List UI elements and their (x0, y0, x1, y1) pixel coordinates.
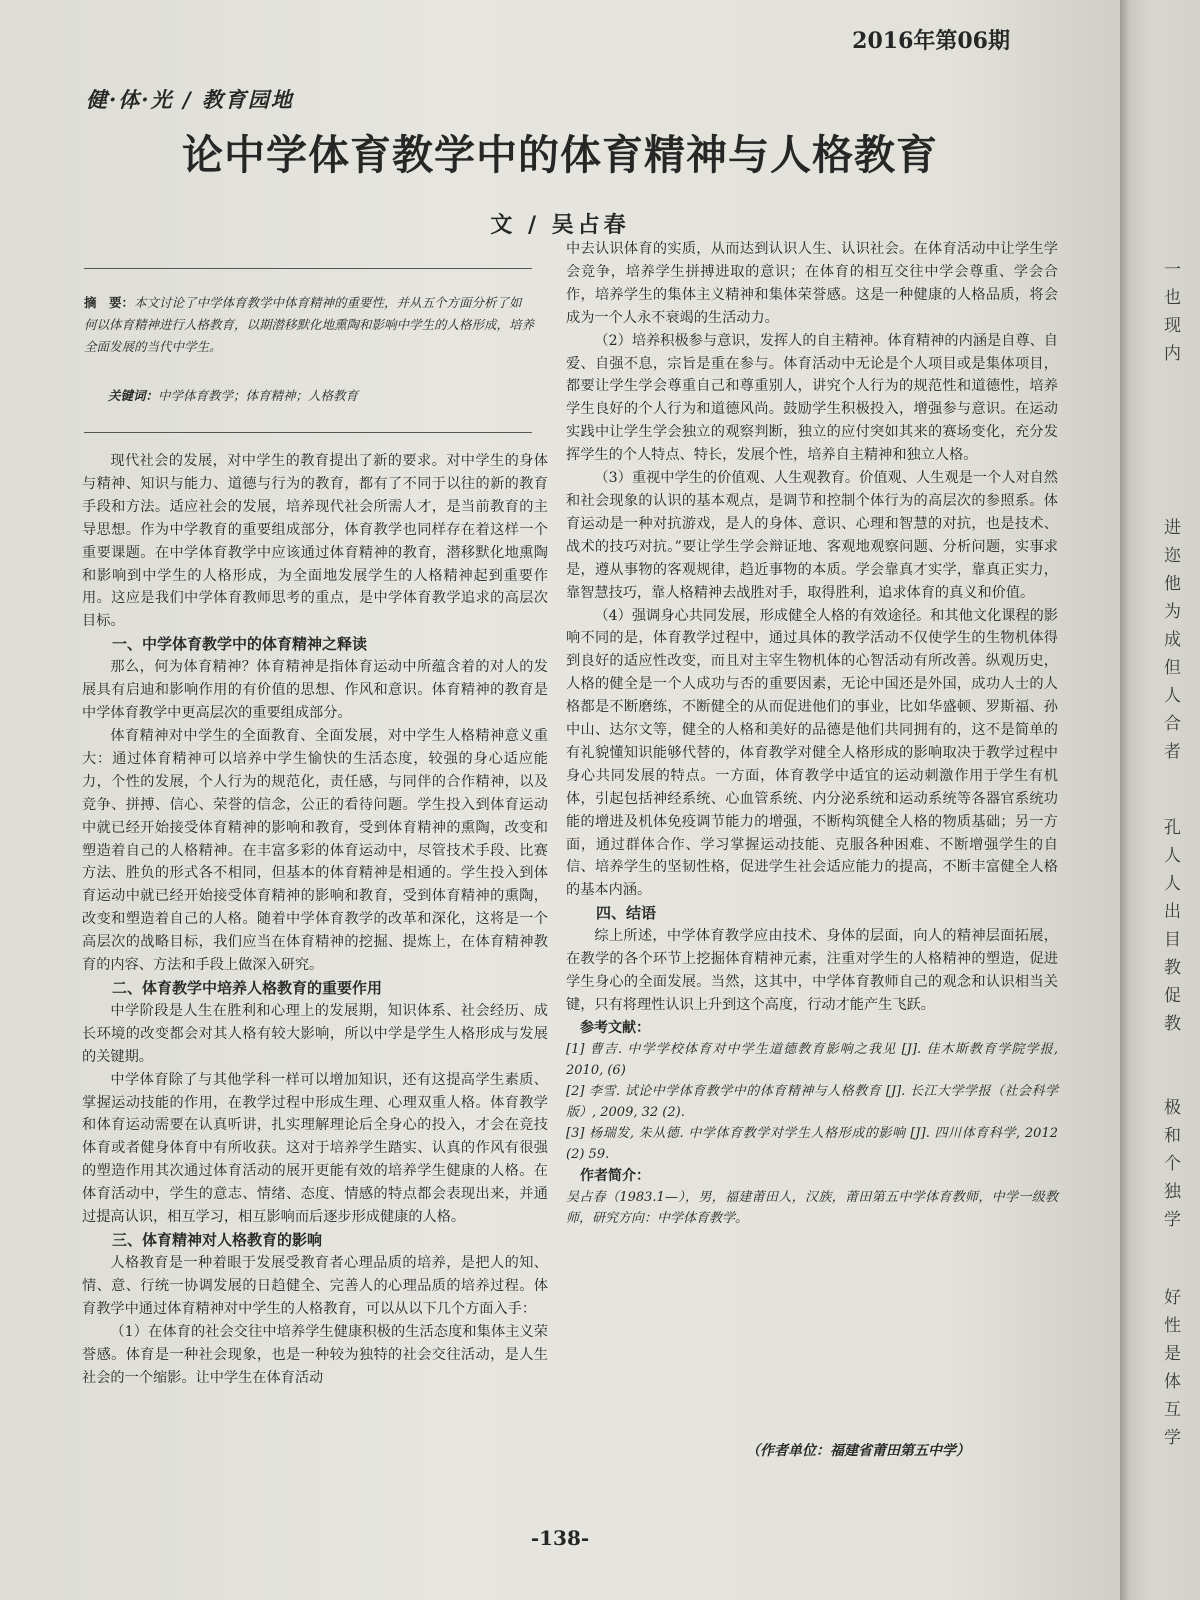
keywords-label: 关键词： (108, 388, 159, 403)
adjacent-page-char: 促 (1164, 986, 1181, 1006)
section-heading: 二、体育教学中培养人格教育的重要作用 (112, 978, 383, 997)
adjacent-page-char: 体 (1164, 1372, 1181, 1392)
abstract (84, 292, 534, 358)
section-heading: 一、中学体育教学中的体育精神之释读 (112, 635, 368, 654)
body-paragraph: 人格教育是一种着眼于发展受教育者心理品质的培养，是把人的知、情、意、行统一协调发展的日趋健全、完善人的心理品质的培养过程。体育教学中通过体育精神对中学生的人格教育，可以从以下几个方面入手： (82, 1255, 548, 1317)
references (566, 1017, 1058, 1229)
adjacent-page-char: 互 (1164, 1400, 1181, 1420)
keywords (108, 386, 538, 404)
adjacent-page-char: 合 (1164, 714, 1181, 734)
author-affiliation: （作者单位：福建省莆田第五中学） (746, 1443, 970, 1459)
body-paragraph: （1）在体育的社会交往中培养学生健康积极的生活态度和集体主义荣誉感。体育是一种社会现象，也是一种较为独特的社会交往活动，是人生社会的一个缩影。让中学生在体育活动 (82, 1323, 548, 1386)
adjacent-page-char: 教 (1164, 1014, 1181, 1034)
issue-number: 2016年第06期 (852, 28, 1010, 54)
section-heading: 四、结语 (596, 904, 657, 923)
abstract-label: 摘 要： (84, 295, 135, 310)
adjacent-page-char: 内 (1164, 344, 1181, 364)
adjacent-page-char: 人 (1164, 846, 1181, 866)
article-author: 文 / 吴占春 (490, 212, 630, 238)
body-column-left (82, 450, 548, 1389)
body-column-right (566, 238, 1058, 1229)
adjacent-page-char: 出 (1164, 902, 1181, 922)
adjacent-page-char: 独 (1164, 1182, 1181, 1202)
page-number: -138- (530, 1526, 590, 1550)
adjacent-page-char: 和 (1164, 1126, 1181, 1146)
body-paragraph: 中学体育除了与其他学科一样可以增加知识，还有这提高学生素质、掌握运动技能的作用，在教学过程中形成生理、心理双重人格。体育教学和体育运动需要在认真听讲，扎实理解理论后全身心的投入，才会在竞技体育或者健身体育中有所收获。这对于培养学生踏实、认真的作风有很强的塑造作用其次通过体育活动的展开更能有效的培养学生健康的人格。在体育活动中，学生的意志、情绪、态度、情感的特点都会表现出来，并通过提高认识，相互学习，相互影响而后逐步形成健康的人格。 (82, 1071, 548, 1226)
adjacent-page-char: 个 (1164, 1154, 1181, 1174)
body-paragraph: （4）强调身心共同发展，形成健全人格的有效途径。和其他文化课程的影响不同的是，体育教学过程中，通过具体的教学活动不仅使学生的生物机体得到良好的适应性改变，而且对主宰生物机体的心智活动有所改善。纵观历史，人格的健全是一个人成功与否的重要因素，无论中国还是外国，成功人士的人格都是不断磨练，不断健全的从而促进他们的事业，比如华盛顿、罗斯福、孙中山、达尔文等，健全的人格和美好的品德是他们共同拥有的，这不是简单的有礼貌懂知识能够代替的，体育教学对健全人格形成的影响取决于教学过程中身心共同发展的特点。一方面，体育教学中适宜的运动刺激作用于学生有机体，引起包括神经系统、心血管系统、内分泌系统和运动系统等各器官系统功能的增进及机体免疫调节能力的增强，不断构筑健全人格的物质基础；另一方面，通过群体合作、学习掌握运动技能、克服各种困难、不断增强学生的自信、培养学生的坚韧性格，促进学生社会适应能力的提高，不断丰富健全人格的基本内涵。 (566, 607, 1058, 899)
adjacent-page-char: 迩 (1164, 546, 1181, 566)
adjacent-page-char: 性 (1164, 1316, 1181, 1336)
adjacent-page-char: 学 (1164, 1428, 1181, 1448)
reference-item: [1] 曹吉. 中学学校体育对中学生道德教育影响之我见 [J]. 佳木斯教育学院学报, 2010, (6) (566, 1041, 1058, 1078)
abstract-bottom-rule (84, 432, 532, 433)
adjacent-page-char: 好 (1164, 1288, 1181, 1308)
adjacent-page-char: 他 (1164, 574, 1181, 594)
body-paragraph: 中去认识体育的实质，从而达到认识人生、认识社会。在体育活动中让学生学会竞争，培养学生拼搏进取的意识；在体育的相互交往中学会尊重、学会合作，培养学生的集体主义精神和集体荣誉感。这是一种健康的人格品质，将会成为一个人永不衰竭的生活动力。 (566, 241, 1058, 326)
section-heading: 三、体育精神对人格教育的影响 (112, 1231, 323, 1249)
adjacent-page-char: 为 (1164, 602, 1181, 622)
reference-item: [2] 李雪. 试论中学体育教学中的体育精神与人格教育 [J]. 长江大学学报（社会科学版）, 2009, 32 (2). (566, 1083, 1058, 1120)
body-paragraph: 中学阶段是人生在胜利和心理上的发展期，知识体系、社会经历、成长环境的改变都会对其人格有较大影响，所以中学是学生人格形成与发展的关键期。 (82, 1002, 548, 1065)
adjacent-page-char: 者 (1164, 742, 1181, 762)
adjacent-page-char: 孔 (1164, 818, 1181, 838)
keywords-text: 中学体育教学；体育精神；人格教育 (158, 388, 359, 403)
reference-list (566, 1039, 1058, 1165)
adjacent-page-char: 一 (1164, 260, 1181, 280)
adjacent-page-char: 学 (1164, 1210, 1181, 1230)
body-paragraph: 现代社会的发展，对中学生的教育提出了新的要求。对中学生的身体与精神、知识与能力、道德与行为的教育，都有了不同于以往的新的教育手段和方法。适应社会的发展，培养现代社会所需人才，是当前教育的主导思想。作为中学教育的重要组成部分，体育教学也同样存在着这样一个重要课题。在中学体育教学中应该通过体育精神的教育，潜移默化地熏陶和影响到中学生的人格形成，为全面地发展学生的人格精神起到重要作用。这应是我们中学体育教师思考的重点，是中学体育教学追求的高层次目标。 (82, 453, 548, 630)
adjacent-page-char: 但 (1164, 658, 1181, 678)
adjacent-page-char: 进 (1164, 518, 1181, 538)
section-tag: 健·体·光 / 教育园地 (86, 87, 294, 112)
body-paragraph: 综上所述，中学体育教学应由技术、身体的层面，向人的精神层面拓展，在教学的各个环节上挖掘体育精神元素，注重对学生的人格精神的塑造，促进学生身心的全面发展。当然，这其中，中学体育教师自己的观念和认识相当关键，只有将理性认识上升到这个高度，行动才能产生飞跃。 (566, 928, 1058, 1013)
reference-item: [3] 杨瑞发, 朱从德. 中学体育教学对学生人格形成的影响 [J]. 四川体育科学, 2012 (2) 59. (566, 1125, 1058, 1162)
body-paragraph: 那么，何为体育精神？体育精神是指体育运动中所蕴含着的对人的发展具有启迪和影响作用的有价值的思想、作风和意识。体育精神的教育是中学体育教学中更高层次的重要组成部分。 (82, 659, 548, 722)
body-paragraph: （2）培养积极参与意识，发挥人的自主精神。体育精神的内涵是自尊、自爱、自强不息，宗旨是重在参与。体育活动中无论是个人项目或是集体项目，都要让学生学会尊重自己和尊重别人，讲究个人行为的规范性和道德性，培养学生良好的个人行为和道德风尚。鼓励学生积极投入，增强参与意识。在运动实践中让学生学会独立的观察判断，独立的应付突如其来的赛场变化，充分发挥学生的个人特点、特长，发展个性，培养自主精神和独立人格。 (566, 332, 1058, 464)
adjacent-page-char: 人 (1164, 874, 1181, 894)
article-title: 论中学体育教学中的体育精神与人格教育 (182, 131, 938, 179)
adjacent-page-char: 成 (1164, 630, 1181, 650)
abstract-top-rule (84, 268, 532, 269)
adjacent-page-char: 人 (1164, 686, 1181, 706)
adjacent-page-char: 教 (1164, 958, 1181, 978)
abstract-text: 本文讨论了中学体育教学中体育精神的重要性，并从五个方面分析了如何以体育精神进行人格教育，以期潜移默化地熏陶和影响中学生的人格形成，培养全面发展的当代中学生。 (84, 295, 535, 354)
adjacent-page-edge (1120, 0, 1200, 1600)
author-intro-label: 作者简介： (580, 1167, 650, 1184)
adjacent-page-char: 目 (1164, 930, 1181, 950)
body-paragraph: 体育精神对中学生的全面教育、全面发展，对中学生人格精神意义重大：通过体育精神可以培养中学生愉快的生活态度，较强的身心适应能力，个性的发展，个人行为的规范化，责任感，与同伴的合作精神，以及竞争、拼搏、信心、荣誉的信念，公正的看待问题。学生投入到体育运动中就已经开始接受体育精神的影响和教育，受到体育精神的熏陶，改变和塑造着自己的人格精神。在丰富多彩的体育运动中，尽管技术手段、比赛方法、胜负的形式各不相同，但基本的体育精神是相通的。学生投入到体育运动中就已经开始接受体育精神的影响和教育，受到体育精神的熏陶，改变和塑造着自己的人格。随着中学体育教学的改革和深化，这将是一个高层次的战略目标，我们应当在体育精神的挖掘、提炼上，在体育精神教育的内容、方法和手段上做深入研究。 (82, 727, 548, 974)
body-paragraph: （3）重视中学生的价值观、人生观教育。价值观、人生观是一个人对自然和社会现象的认识的基本观点，是调节和控制个体行为的高层次的参照系。体育运动是一种对抗游戏，是人的身体、意识、心理和智慧的对抗，也是技术、战术的技巧对抗。”要让学生学会辩证地、客观地观察问题、分析问题，实事求是，遵从事物的客观规律，趋近事物的本质。学会靠真才实学，靠真正实力，靠智慧技巧，靠人格精神去战胜对手，取得胜利，追求体育的真义和价值。 (566, 470, 1058, 601)
adjacent-page-char: 是 (1164, 1344, 1181, 1364)
adjacent-page-char: 现 (1164, 316, 1181, 336)
adjacent-page-char: 也 (1164, 288, 1181, 308)
adjacent-page-char: 极 (1164, 1098, 1181, 1118)
references-label: 参考文献： (580, 1019, 650, 1036)
body-column-right-text (566, 238, 1058, 1017)
author-intro: 吴占春（1983.1—），男，福建莆田人，汉族，莆田第五中学体育教师，中学一级教师，研究方向：中学体育教学。 (566, 1189, 1058, 1226)
